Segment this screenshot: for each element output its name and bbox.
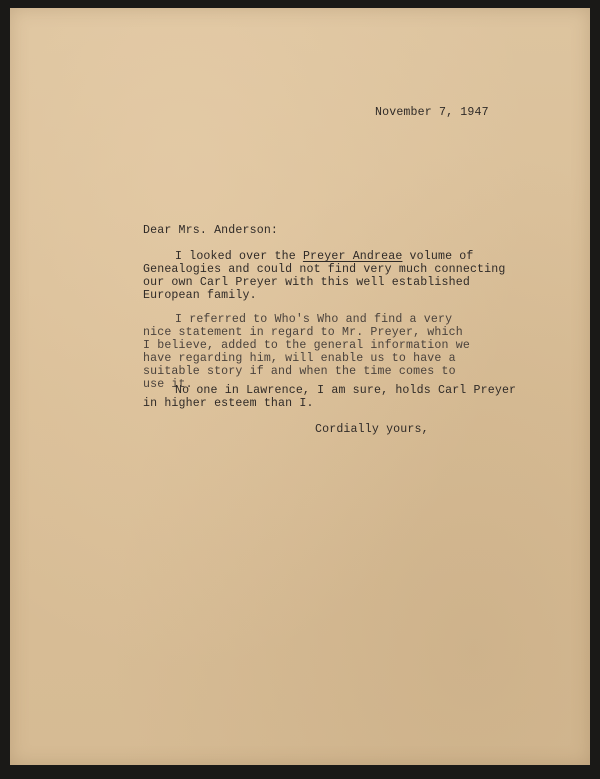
paragraph-2-line-6: use it. — [143, 378, 193, 391]
paragraph-1-line-2: Genealogies and could not find very much connecting — [143, 263, 506, 276]
paragraph-1-line-3: our own Carl Preyer with this well established — [143, 276, 470, 289]
paragraph-2-line-5: suitable story if and when the time comes to — [143, 365, 456, 378]
paragraph-1-line-4: European family. — [143, 289, 257, 302]
paragraph-1-line-1 — [175, 250, 474, 263]
paragraph-2-line-1: I referred to Who's Who and find a very — [175, 313, 453, 326]
salutation: Dear Mrs. Anderson: — [143, 224, 279, 237]
letter-date: November 7, 1947 — [375, 106, 489, 119]
paragraph-2-line-2: nice statement in regard to Mr. Preyer, which — [143, 326, 463, 339]
paragraph-1-text-cont: volume of — [402, 250, 474, 263]
letter-page — [10, 8, 590, 765]
paragraph-2-line-3: I believe, added to the general information we — [143, 339, 470, 352]
paragraph-3-line-2: in higher esteem than I. — [143, 397, 314, 410]
paragraph-1-text: I looked over the — [175, 250, 303, 263]
paragraph-2-line-4: have regarding him, will enable us to have a — [143, 352, 456, 365]
closing: Cordially yours, — [315, 423, 429, 436]
underlined-title: Preyer Andreae — [302, 250, 403, 263]
paragraph-3-line-1: No one in Lawrence, I am sure, holds Carl Preyer — [175, 384, 517, 397]
